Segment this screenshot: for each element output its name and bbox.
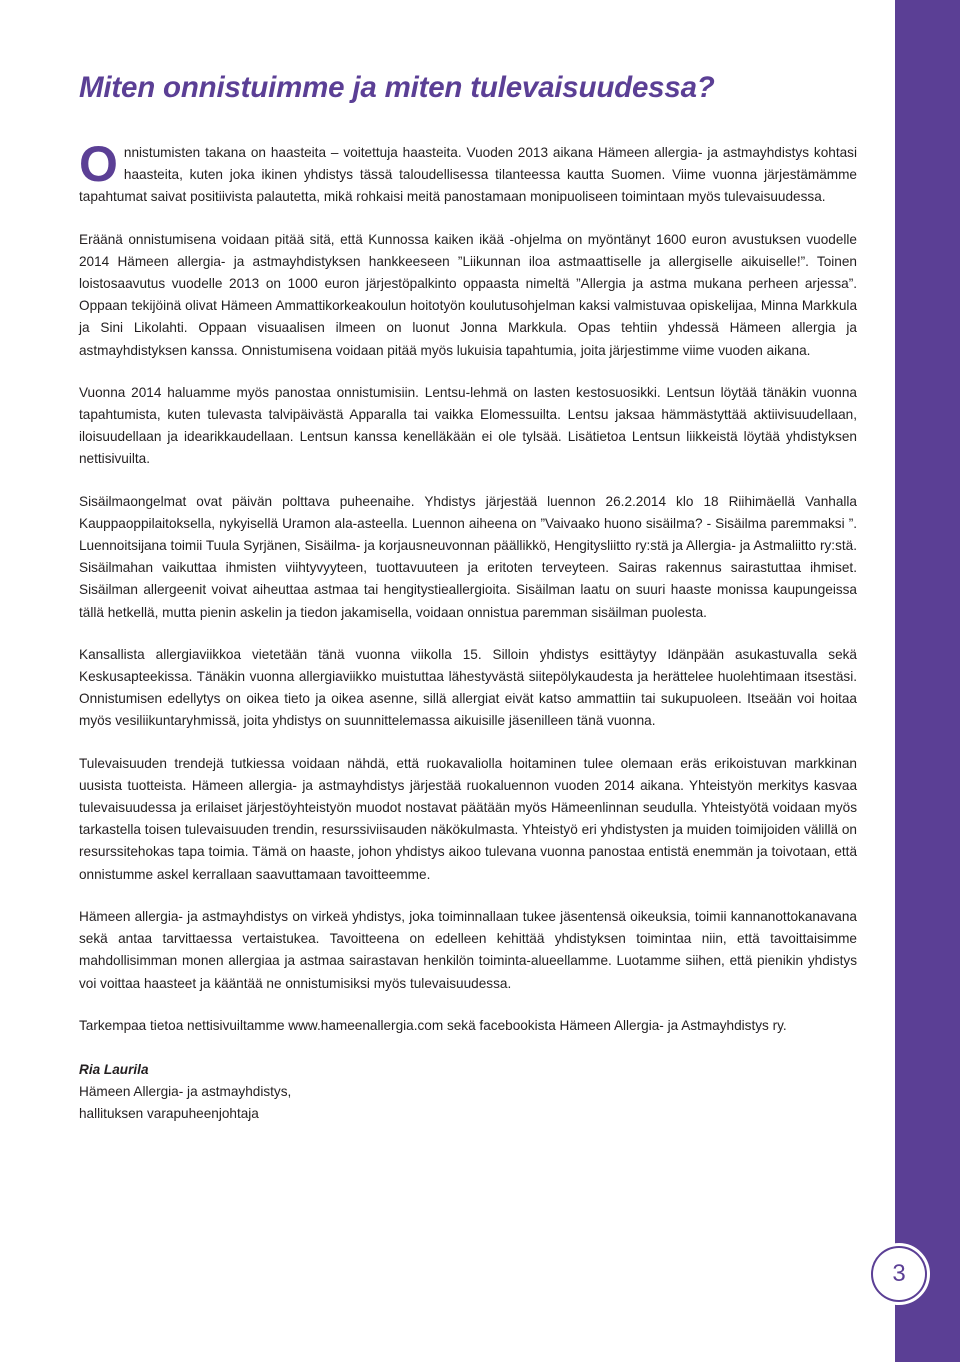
paragraph-7: Tarkempaa tietoa nettisivuiltamme www.hameenallergia.com sekä facebookista Hämeen Allergia- ja Astmayhdistys ry.: [79, 1017, 787, 1033]
signature-organization: Hämeen Allergia- ja astmayhdistys,: [79, 1084, 292, 1100]
paragraph-2: Vuonna 2014 haluamme myös panostaa onnistumisiin. Lentsu-lehmä on lasten kestosuosikki. Lentsun löytää tänäkin vuonna tapahtumista, kuten tulevasta talvipäivästä Apparalla tai vaikka Elomessuilta. Lentsu jaksaa hämmästyttää aktiivisuudellaan, iloisuudellaan ja idearikkaudellaan. Lentsun kanssa kenelläkään ei ole tylsää. Lisätietoa Lentsun liikkeistä löytää yhdistyksen nettisivuilta.: [79, 384, 857, 467]
paragraph-5: Tulevaisuuden trendejä tutkiessa voidaan nähdä, että ruokavaliolla hoitaminen tulee olemaan eräs erikoistuvan markkinan uusista tuotteista. Hämeen allergia- ja astmayhdistys järjestää ruokaluennon vuoden 2014 aikana. Yhteistyön merkitys kasvaa tulevaisuudessa ja erilaiset järjestöyhteistyön muodot nostavat päätään myös Hämeenlinnan seudulla. Yhteistyötä voidaan myös tarkastella toisen tulevaisuuden trendin, resurssiviisauden näkökulmasta. Yhteistyö eri yhdistysten ja muiden toimijoiden välillä on resurssitehokas tapa toimia. Tämä on haaste, johon yhdistys aikoo tulevana vuonna panostaa entistä enemmän ja toivotaan, että onnistumme askel kerrallaan saavuttamaan tavoitteemme.: [79, 755, 857, 882]
side-color-bar: [895, 0, 960, 1362]
signature-role: hallituksen varapuheenjohtaja: [79, 1106, 259, 1122]
page-number-badge: [868, 1243, 930, 1305]
signature-block: [79, 1059, 857, 1126]
paragraph-1: Eräänä onnistumisena voidaan pitää sitä, että Kunnossa kaiken ikää -ohjelma on myöntänyt 1600 euron avustuksen vuodelle 2014 Hämeen allergia- ja astmayhdistyksen hankkeeseen ”Liikunnan iloa astmaattiselle ja allergiselle aikuiselle!”. Toinen loistosaavutus vuodelle 2013 on 1000 euron järjestöpalkinto oppaasta nimeltä ”Allergia ja astma mukana perheen arjessa”. Oppaan tekijöinä olivat Hämeen Ammattikorkeakoulun hoitotyön koulutusohjelman kaksi valmistuvaa opiskelijaa, Minna Markkula ja Sini Likolahti. Oppaan visuaalisen ilmeen on luonut Jonna Markkula. Opas tehtiin yhdessä Hämeen allergia ja astmayhdistyksen kanssa. Onnistumisena voidaan pitää myös lukuisia tapahtumia, joita järjestimme viime vuoden aikana.: [79, 231, 857, 358]
drop-cap: O: [79, 136, 118, 192]
lead-paragraph: [79, 136, 857, 209]
paragraph-3: Sisäilmaongelmat ovat päivän polttava puheenaihe. Yhdistys järjestää luennon 26.2.2014 klo 18 Riihimäellä Vanhalla Kauppaoppilaitoksella, nykyisellä Uramon ala-asteella. Luennon aiheena on ”Vaivaako huono sisäilma? - Sisäilma paremmaksi ”. Luennoitsijana toimii Tuula Syrjänen, Sisäilma- ja korjausneuvonnan päällikkö, Hengitysliitto ry:stä ja Allergia- ja Astmaliitto ry:stä. Sisäilmahan vaikuttaa ihmisten viihtyvyyteen, tuottavuuteen ja eritoten terveyteen. Sairas rakennus sairastuttaa ihmiset. Sisäilman allergeenit voivat aiheuttaa astmaa tai hengitystieallergioita. Sisäilman laatu on suuri haaste monissa kaupungeissa tällä hetkellä, mutta pienin askelin ja tiedon jakamisella, voidaan onnistua paremman sisäilman puolesta.: [79, 493, 857, 620]
paragraph-6: Hämeen allergia- ja astmayhdistys on virkeä yhdistys, joka toiminnallaan tukee jäsentensä oikeuksia, toimii kannanottokanavana sekä antaa tarvittaessa vertaistukea. Tavoitteena on edelleen kehittää yhdistyksen toimintaa niin, että tavoittaisimme mahdollisimman monen allergiaa ja astmaa sairastavan henkilön toiminta-alueellamme. Luotamme siihen, että pienikin yhdistys voi voittaa haasteet ja kääntää ne onnistumisiksi myös tulevaisuudessa.: [79, 908, 857, 991]
article: [79, 70, 857, 1126]
paragraph-4: Kansallista allergiaviikkoa vietetään tänä vuonna viikolla 15. Silloin yhdistys esittäytyy Idänpään asukastuvalla sekä Keskusapteekissa. Tänäkin vuonna allergiaviikko muistuttaa lähestyvästä siitepölykaudesta ja herättelee huolehtimaan itsestäsi. Onnistumisen edellytys on oikea tieto ja oikea asenne, sillä allergiat eivät katso ammattiin tai sukupuoleen. Itseään voi hoitaa myös vesiliikuntaryhmissä, joita yhdistys on suunnittelemassa aikuisille jäsenilleen tänä vuonna.: [79, 646, 857, 729]
lead-text: nnistumisten takana on haasteita – voitettuja haasteita. Vuoden 2013 aikana Hämeen allergia- ja astmayhdistys kohtasi haasteita, kuten joka ikinen yhdistys tässä taloudellisessa tilanteessa kautta Suomen. Viime vuonna järjestämämme tapahtumat saivat positiivista palautetta, mikä rohkaisi meitä panostamaan monipuoliseen toimintaan myös tulevaisuudessa.: [79, 145, 857, 205]
page-number: 3: [873, 1248, 925, 1300]
article-title: Miten onnistuimme ja miten tulevaisuudessa?: [79, 71, 715, 104]
signature-name: Ria Laurila: [79, 1061, 149, 1077]
